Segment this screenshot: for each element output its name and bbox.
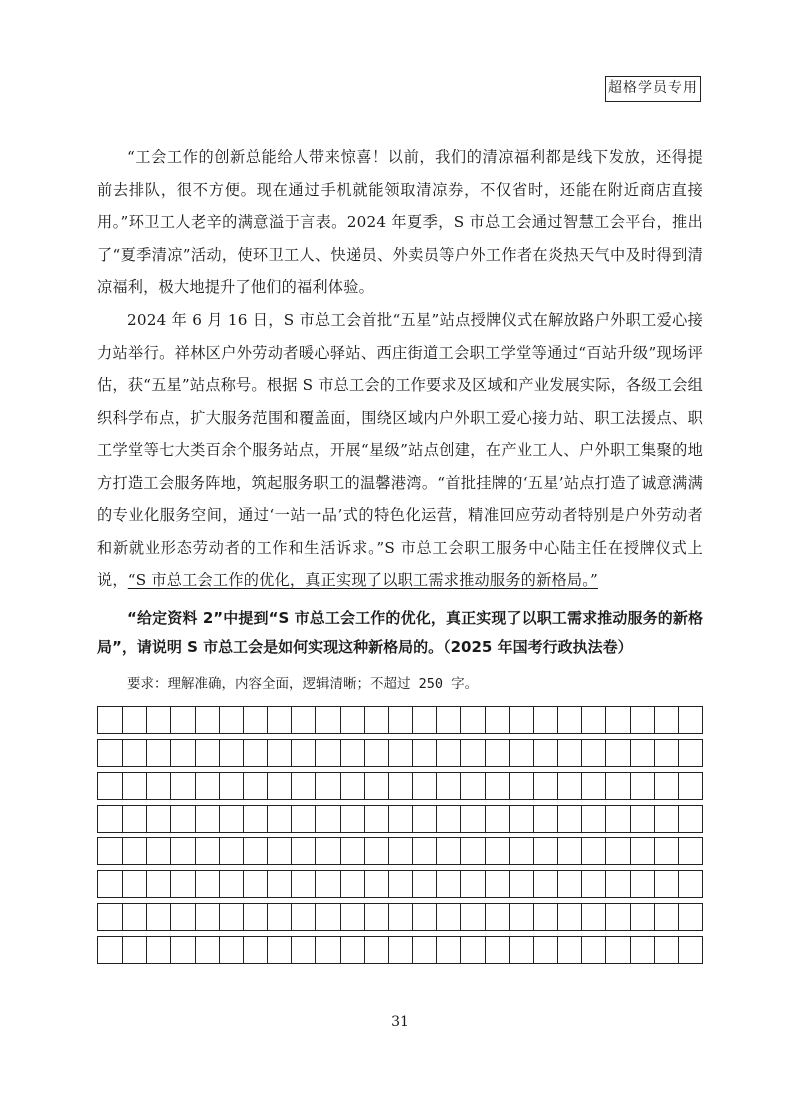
- answer-grid-cell[interactable]: [267, 871, 291, 897]
- answer-grid-cell[interactable]: [485, 707, 509, 733]
- answer-grid-cell[interactable]: [364, 773, 388, 799]
- answer-grid-cell[interactable]: [460, 904, 484, 930]
- answer-grid-row: [97, 772, 703, 800]
- answer-grid-cell[interactable]: [170, 937, 194, 963]
- answer-grid-cell[interactable]: [678, 773, 702, 799]
- answer-grid-cell[interactable]: [122, 773, 146, 799]
- answer-grid-cell[interactable]: [630, 740, 654, 766]
- answer-grid-cell[interactable]: [412, 871, 436, 897]
- answer-grid-cell[interactable]: [678, 937, 702, 963]
- answer-grid-cell[interactable]: [485, 806, 509, 832]
- answer-grid-cell[interactable]: [122, 937, 146, 963]
- answer-grid-cell[interactable]: [388, 806, 412, 832]
- answer-grid-cell[interactable]: [146, 838, 170, 864]
- answer-grid-cell[interactable]: [678, 740, 702, 766]
- answer-grid-cell[interactable]: [581, 937, 605, 963]
- answer-grid-cell[interactable]: [605, 707, 629, 733]
- answer-grid-cell[interactable]: [581, 740, 605, 766]
- answer-grid-cell[interactable]: [315, 806, 339, 832]
- answer-grid-cell[interactable]: [605, 838, 629, 864]
- answer-grid-cell[interactable]: [605, 937, 629, 963]
- answer-grid-cell[interactable]: [315, 871, 339, 897]
- answer-grid-cell[interactable]: [291, 740, 315, 766]
- answer-grid-cell[interactable]: [195, 904, 219, 930]
- answer-grid-row: [97, 903, 703, 931]
- answer-grid-cell[interactable]: [315, 904, 339, 930]
- answer-grid-cell[interactable]: [315, 707, 339, 733]
- answer-grid-cell[interactable]: [557, 937, 581, 963]
- answer-grid-cell[interactable]: [485, 904, 509, 930]
- answer-grid-cell[interactable]: [460, 773, 484, 799]
- answer-grid-cell[interactable]: [678, 806, 702, 832]
- answer-grid-cell[interactable]: [267, 773, 291, 799]
- answer-grid-cell[interactable]: [243, 871, 267, 897]
- answer-grid-cell[interactable]: [436, 871, 460, 897]
- answer-grid-cell[interactable]: [388, 904, 412, 930]
- answer-grid-cell[interactable]: [436, 806, 460, 832]
- answer-grid-cell[interactable]: [170, 806, 194, 832]
- answer-grid-cell[interactable]: [291, 806, 315, 832]
- answer-grid-cell[interactable]: [557, 740, 581, 766]
- answer-grid-cell[interactable]: [315, 838, 339, 864]
- answer-grid-row: [97, 805, 703, 833]
- answer-grid-cell[interactable]: [678, 904, 702, 930]
- answer-grid-cell[interactable]: [654, 806, 678, 832]
- answer-grid-cell[interactable]: [98, 838, 122, 864]
- answer-grid-cell[interactable]: [485, 838, 509, 864]
- answer-grid-cell[interactable]: [291, 707, 315, 733]
- answer-grid-row: [97, 936, 703, 964]
- answer-grid-cell[interactable]: [460, 740, 484, 766]
- answer-grid-cell[interactable]: [219, 871, 243, 897]
- answer-grid-cell[interactable]: [219, 838, 243, 864]
- answer-grid-cell[interactable]: [291, 773, 315, 799]
- answer-grid-cell[interactable]: [581, 838, 605, 864]
- answer-grid-cell[interactable]: [146, 871, 170, 897]
- answer-grid-cell[interactable]: [170, 904, 194, 930]
- underlined-quote: “S 市总工会工作的优化，真正实现了以职工需求推动服务的新格局。”: [127, 571, 598, 589]
- answer-grid-cell[interactable]: [581, 773, 605, 799]
- answer-grid-cell[interactable]: [533, 806, 557, 832]
- answer-grid-cell[interactable]: [219, 904, 243, 930]
- answer-grid-cell[interactable]: [581, 904, 605, 930]
- answer-grid-cell[interactable]: [654, 773, 678, 799]
- answer-grid-cell[interactable]: [340, 904, 364, 930]
- answer-grid-cell[interactable]: [485, 773, 509, 799]
- answer-grid-cell[interactable]: [557, 871, 581, 897]
- answer-grid-cell[interactable]: [412, 740, 436, 766]
- answer-grid-cell[interactable]: [170, 871, 194, 897]
- answer-grid-cell[interactable]: [291, 904, 315, 930]
- answer-grid-cell[interactable]: [364, 871, 388, 897]
- answer-grid-row: [97, 739, 703, 767]
- answer-grid-cell[interactable]: [267, 806, 291, 832]
- answer-grid-cell[interactable]: [219, 707, 243, 733]
- answer-grid-cell[interactable]: [388, 871, 412, 897]
- answer-grid-cell[interactable]: [340, 937, 364, 963]
- answer-grid-cell[interactable]: [146, 904, 170, 930]
- answer-grid-cell[interactable]: [460, 806, 484, 832]
- answer-grid-cell[interactable]: [460, 707, 484, 733]
- material-paragraph-1: “工会工作的创新总能给人带来惊喜！以前，我们的清凉福利都是线下发放，还得提前去排队，很不方便。现在通过手机就能领取清凉券，不仅省时，还能在附近商店直接用。”环卫工人老辛的满意溢于言表。2024 年夏季，S 市总工会通过智慧工会平台，推出了“夏季清凉”活动，使环卫工人、快递员、外卖员等户外工作者在炎热天气中及时得到清凉福利，极大地提升了他们的福利体验。: [97, 148, 703, 296]
- answer-grid-cell[interactable]: [605, 740, 629, 766]
- answer-grid-cell[interactable]: [340, 740, 364, 766]
- answer-grid-cell[interactable]: [364, 806, 388, 832]
- answer-grid-cell[interactable]: [460, 871, 484, 897]
- answer-grid-cell[interactable]: [605, 773, 629, 799]
- answer-grid-cell[interactable]: [170, 838, 194, 864]
- answer-grid-cell[interactable]: [460, 838, 484, 864]
- answer-grid-cell[interactable]: [243, 740, 267, 766]
- answer-grid-cell[interactable]: [412, 937, 436, 963]
- answer-grid-cell[interactable]: [557, 904, 581, 930]
- answer-grid-cell[interactable]: [485, 740, 509, 766]
- answer-grid-cell[interactable]: [146, 740, 170, 766]
- answer-grid-cell[interactable]: [340, 806, 364, 832]
- answer-grid-cell[interactable]: [340, 871, 364, 897]
- answer-grid-cell[interactable]: [436, 904, 460, 930]
- material-paragraph-2: [97, 304, 703, 597]
- page-number: 31: [391, 1014, 409, 1030]
- answer-grid-cell[interactable]: [146, 773, 170, 799]
- answer-grid-cell[interactable]: [436, 740, 460, 766]
- answer-grid-cell[interactable]: [267, 838, 291, 864]
- answer-grid-cell[interactable]: [678, 871, 702, 897]
- answer-grid-cell[interactable]: [630, 773, 654, 799]
- answer-grid-cell[interactable]: [243, 904, 267, 930]
- answer-grid-cell[interactable]: [485, 937, 509, 963]
- answer-grid-cell[interactable]: [243, 707, 267, 733]
- answer-grid-cell[interactable]: [98, 937, 122, 963]
- answer-grid-cell[interactable]: [219, 806, 243, 832]
- answer-grid-cell[interactable]: [291, 937, 315, 963]
- answer-grid-cell[interactable]: [340, 707, 364, 733]
- answer-grid-cell[interactable]: [605, 871, 629, 897]
- answer-grid-cell[interactable]: [388, 838, 412, 864]
- answer-grid-cell[interactable]: [436, 773, 460, 799]
- answer-grid-cell[interactable]: [267, 707, 291, 733]
- question-prompt: “给定资料 2”中提到“S 市总工会工作的优化，真正实现了以职工需求推动服务的新格局”，请说明 S 市总工会是如何实现这种新格局的。（2025 年国考行政执法卷）: [97, 609, 703, 656]
- answer-grid-cell[interactable]: [509, 806, 533, 832]
- answer-grid-cell[interactable]: [509, 838, 533, 864]
- answer-grid-cell[interactable]: [533, 937, 557, 963]
- answer-grid-cell[interactable]: [654, 740, 678, 766]
- answer-grid-cell[interactable]: [533, 904, 557, 930]
- answer-grid-cell[interactable]: [364, 937, 388, 963]
- answer-grid-cell[interactable]: [630, 871, 654, 897]
- answer-grid-cell[interactable]: [364, 707, 388, 733]
- answer-grid-cell[interactable]: [412, 806, 436, 832]
- answer-grid-cell[interactable]: [581, 806, 605, 832]
- answer-grid-cell[interactable]: [170, 707, 194, 733]
- answer-grid-cell[interactable]: [557, 806, 581, 832]
- answer-grid-cell[interactable]: [170, 740, 194, 766]
- answer-grid-cell[interactable]: [509, 773, 533, 799]
- answer-grid-cell[interactable]: [654, 707, 678, 733]
- answer-grid-cell[interactable]: [654, 871, 678, 897]
- answer-grid-cell[interactable]: [243, 773, 267, 799]
- answer-grid-cell[interactable]: [195, 871, 219, 897]
- answer-grid-cell[interactable]: [630, 707, 654, 733]
- answer-grid-cell[interactable]: [146, 937, 170, 963]
- answer-grid-cell[interactable]: [195, 740, 219, 766]
- answer-grid-cell[interactable]: [98, 740, 122, 766]
- answer-grid-cell[interactable]: [98, 871, 122, 897]
- answer-grid-cell[interactable]: [509, 740, 533, 766]
- answer-requirement: 要求：理解准确，内容全面，逻辑清晰；不超过 250 字。: [127, 676, 479, 692]
- answer-grid-cell[interactable]: [195, 838, 219, 864]
- answer-grid-cell[interactable]: [122, 871, 146, 897]
- answer-grid-cell[interactable]: [122, 707, 146, 733]
- answer-grid-cell[interactable]: [243, 806, 267, 832]
- answer-grid-cell[interactable]: [315, 740, 339, 766]
- answer-grid-cell[interactable]: [388, 773, 412, 799]
- answer-grid-cell[interactable]: [243, 937, 267, 963]
- answer-grid-cell[interactable]: [460, 937, 484, 963]
- answer-grid-cell[interactable]: [219, 773, 243, 799]
- answer-grid-cell[interactable]: [267, 904, 291, 930]
- answer-grid-cell[interactable]: [195, 707, 219, 733]
- answer-grid-cell[interactable]: [412, 707, 436, 733]
- exclusive-badge: 超格学员专用: [605, 76, 701, 102]
- answer-grid-cell[interactable]: [533, 740, 557, 766]
- answer-grid-cell[interactable]: [605, 806, 629, 832]
- answer-grid-cell[interactable]: [267, 740, 291, 766]
- answer-grid-cell[interactable]: [412, 904, 436, 930]
- answer-grid-cell[interactable]: [195, 773, 219, 799]
- answer-grid-cell[interactable]: [630, 937, 654, 963]
- answer-grid-cell[interactable]: [557, 838, 581, 864]
- answer-grid-row: [97, 837, 703, 865]
- answer-grid-cell[interactable]: [122, 806, 146, 832]
- answer-grid-cell[interactable]: [557, 773, 581, 799]
- answer-grid-cell[interactable]: [243, 838, 267, 864]
- answer-grid-cell[interactable]: [315, 773, 339, 799]
- answer-grid-cell[interactable]: [388, 740, 412, 766]
- answer-grid-cell[interactable]: [630, 806, 654, 832]
- answer-grid-cell[interactable]: [533, 838, 557, 864]
- answer-grid-cell[interactable]: [436, 937, 460, 963]
- answer-grid-cell[interactable]: [122, 838, 146, 864]
- answer-grid-cell[interactable]: [170, 773, 194, 799]
- answer-grid-cell[interactable]: [509, 707, 533, 733]
- answer-grid-cell[interactable]: [195, 806, 219, 832]
- answer-grid-cell[interactable]: [630, 904, 654, 930]
- answer-grid-row: [97, 870, 703, 898]
- answer-grid[interactable]: [97, 706, 703, 964]
- answer-grid-cell[interactable]: [533, 871, 557, 897]
- answer-grid-cell[interactable]: [291, 838, 315, 864]
- answer-grid-cell[interactable]: [315, 937, 339, 963]
- answer-grid-cell[interactable]: [533, 707, 557, 733]
- answer-grid-cell[interactable]: [605, 904, 629, 930]
- answer-grid-cell[interactable]: [98, 904, 122, 930]
- answer-grid-cell[interactable]: [509, 937, 533, 963]
- answer-grid-cell[interactable]: [122, 740, 146, 766]
- answer-grid-cell[interactable]: [509, 904, 533, 930]
- answer-grid-cell[interactable]: [678, 838, 702, 864]
- answer-grid-cell[interactable]: [630, 838, 654, 864]
- answer-grid-cell[interactable]: [557, 707, 581, 733]
- answer-grid-cell[interactable]: [98, 773, 122, 799]
- answer-grid-cell[interactable]: [388, 937, 412, 963]
- answer-grid-cell[interactable]: [654, 937, 678, 963]
- answer-grid-cell[interactable]: [412, 773, 436, 799]
- answer-grid-row: [97, 706, 703, 734]
- answer-grid-cell[interactable]: [219, 740, 243, 766]
- answer-grid-cell[interactable]: [654, 904, 678, 930]
- answer-grid-cell[interactable]: [267, 937, 291, 963]
- answer-grid-cell[interactable]: [340, 838, 364, 864]
- answer-grid-cell[interactable]: [340, 773, 364, 799]
- answer-grid-cell[interactable]: [195, 937, 219, 963]
- answer-grid-cell[interactable]: [485, 871, 509, 897]
- answer-grid-cell[interactable]: [412, 838, 436, 864]
- answer-grid-cell[interactable]: [388, 707, 412, 733]
- answer-grid-cell[interactable]: [581, 871, 605, 897]
- answer-grid-cell[interactable]: [436, 838, 460, 864]
- answer-grid-cell[interactable]: [509, 871, 533, 897]
- answer-grid-cell[interactable]: [436, 707, 460, 733]
- answer-grid-cell[interactable]: [364, 904, 388, 930]
- answer-grid-cell[interactable]: [219, 937, 243, 963]
- answer-grid-cell[interactable]: [678, 707, 702, 733]
- paragraph-2-body: 2024 年 6 月 16 日，S 市总工会首批“五星”站点授牌仪式在解放路户外职工爱心接力站举行。祥林区户外劳动者暖心驿站、西庄街道工会职工学堂等通过“百站升级”现场评估，获“五星”站点称号。根据 S 市总工会的工作要求及区域和产业发展实际，各级工会组织科学布点，扩大服务范围和覆盖面，围绕区域内户外职工爱心接力站、职工法援点、职工学堂等七大类百余个服务站点，开展“星级”站点创建，在产业工人、户外职工集聚的地方打造工会服务阵地，筑起服务职工的温馨港湾。“首批挂牌的‘五星’站点打造了诚意满满的专业化服务空间，通过‘一站一品’式的特色化运营，精准回应劳动者特别是户外劳动者和新就业形态劳动者的工作和生活诉求。”S 市总工会职工服务中心陆主任在授牌仪式上说，: [97, 311, 703, 589]
- answer-grid-cell[interactable]: [291, 871, 315, 897]
- answer-grid-cell[interactable]: [122, 904, 146, 930]
- answer-grid-cell[interactable]: [146, 806, 170, 832]
- answer-grid-cell[interactable]: [146, 707, 170, 733]
- answer-grid-cell[interactable]: [364, 838, 388, 864]
- answer-grid-cell[interactable]: [654, 838, 678, 864]
- answer-grid-cell[interactable]: [364, 740, 388, 766]
- answer-grid-cell[interactable]: [98, 707, 122, 733]
- answer-grid-cell[interactable]: [533, 773, 557, 799]
- answer-grid-cell[interactable]: [581, 707, 605, 733]
- answer-grid-cell[interactable]: [98, 806, 122, 832]
